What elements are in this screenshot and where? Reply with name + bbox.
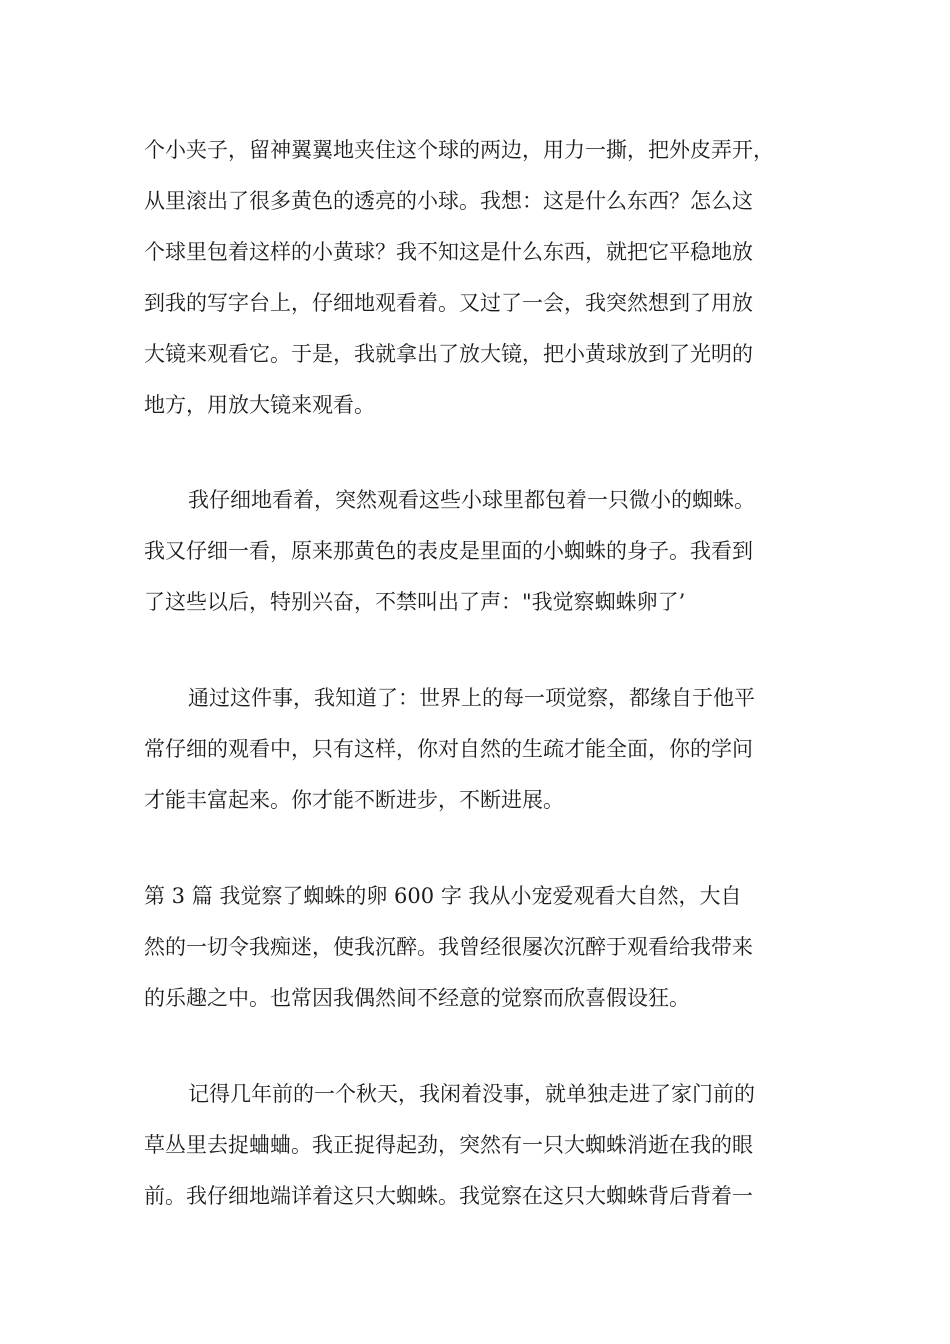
paragraph-5-line-1: 记得几年前的一个秋天，我闲着没事，就单独走进了家门前的 xyxy=(188,1082,755,1106)
paragraph-1-line-6: 地方，用放大镜来观看。 xyxy=(144,393,375,417)
section-heading-line: 第 3 篇 我觉察了蜘蛛的卵 600 字 我从小宠爱观看大自然，大自 xyxy=(144,884,742,908)
paragraph-4-line-2: 然的一切令我痴迷，使我沉醉。我曾经很屡次沉醉于观看给我带来 xyxy=(144,935,753,959)
paragraph-2-line-2: 我又仔细一看，原来那黄色的表皮是里面的小蜘蛛的身子。我看到 xyxy=(144,539,753,563)
paragraph-4-line-3: 的乐趣之中。也常因我偶然间不经意的觉察而欣喜假设狂。 xyxy=(144,986,690,1010)
paragraph-3-line-1: 通过这件事，我知道了：世界上的每一项觉察，都缘自于他平 xyxy=(188,686,755,710)
paragraph-2-line-1: 我仔细地看着，突然观看这些小球里都包着一只微小的蜘蛛。 xyxy=(188,488,755,512)
paragraph-3-line-3: 才能丰富起来。你才能不断进步，不断进展。 xyxy=(144,788,564,812)
paragraph-1-line-2: 从里滚出了很多黄色的透亮的小球。我想：这是什么东西？怎么这 xyxy=(144,189,753,213)
paragraph-5-line-2: 草丛里去捉蛐蛐。我正捉得起劲，突然有一只大蜘蛛消逝在我的眼 xyxy=(144,1133,753,1157)
paragraph-3-line-2: 常仔细的观看中，只有这样，你对自然的生疏才能全面，你的学问 xyxy=(144,737,753,761)
paragraph-2-line-3: 了这些以后，特别兴奋，不禁叫出了声："我觉察蜘蛛卵了’ xyxy=(144,590,686,614)
paragraph-1-line-4: 到我的写字台上，仔细地观看着。又过了一会，我突然想到了用放 xyxy=(144,291,753,315)
paragraph-1-line-3: 个球里包着这样的小黄球？我不知这是什么东西，就把它平稳地放 xyxy=(144,240,753,264)
paragraph-5-line-3: 前。我仔细地端详着这只大蜘蛛。我觉察在这只大蜘蛛背后背着一 xyxy=(144,1184,753,1208)
paragraph-1-line-5: 大镜来观看它。于是，我就拿出了放大镜，把小黄球放到了光明的 xyxy=(144,342,753,366)
paragraph-1-line-1: 个小夹子，留神翼翼地夹住这个球的两边，用力一撕，把外皮弄开， xyxy=(144,138,774,162)
